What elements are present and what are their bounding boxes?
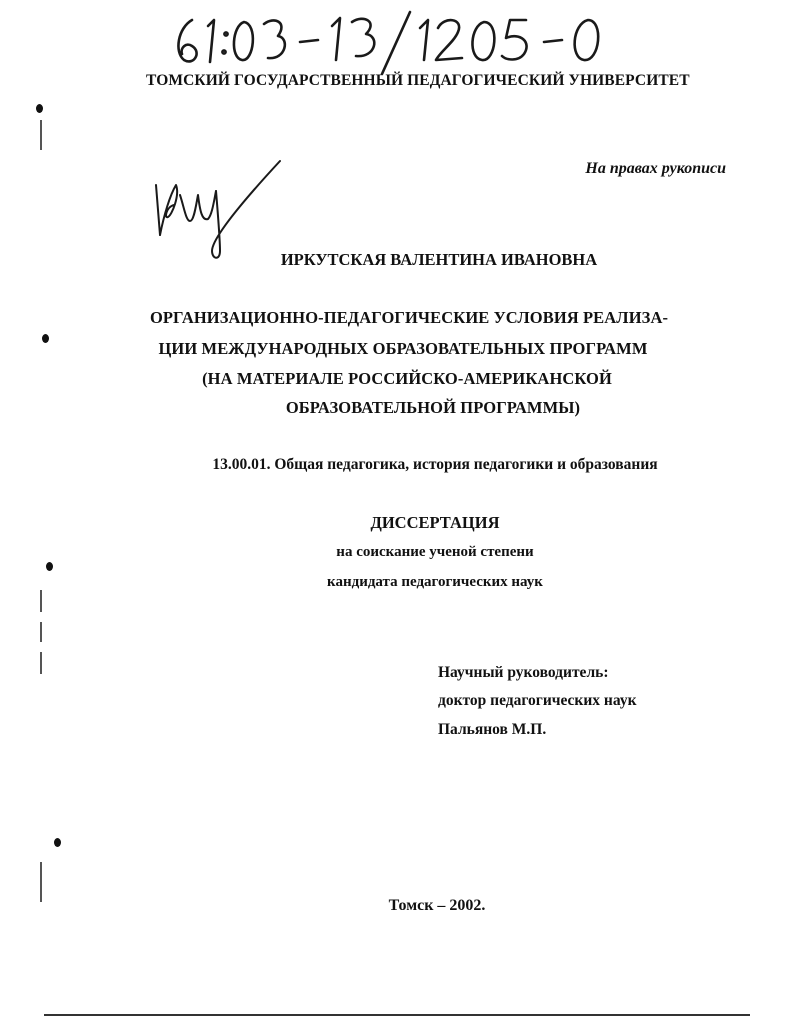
supervisor-name: Пальянов М.П. <box>438 721 547 738</box>
dissertation-title-line: ОБРАЗОВАТЕЛЬНОЙ ПРОГРАММЫ) <box>285 398 581 417</box>
scan-hole-mark <box>54 838 61 847</box>
degree-line: на соискание ученой степени <box>336 544 534 560</box>
scan-margin-tick <box>40 652 42 674</box>
rights-note: На правах рукописи <box>585 160 726 177</box>
scan-hole-mark <box>46 562 53 571</box>
university-name: ТОМСКИЙ ГОСУДАРСТВЕННЫЙ ПЕДАГОГИЧЕСКИЙ УНИВЕРСИТЕТ <box>146 72 690 89</box>
author-name: ИРКУТСКАЯ ВАЛЕНТИНА ИВАНОВНА <box>280 250 598 269</box>
scan-margin-tick <box>40 590 42 612</box>
scan-hole-mark <box>42 334 49 343</box>
supervisor-degree: доктор педагогических наук <box>438 692 637 709</box>
scan-margin-tick <box>40 862 42 902</box>
signature <box>150 155 290 265</box>
document-type: ДИССЕРТАЦИЯ <box>370 513 500 532</box>
specialty-code: 13.00.01. Общая педагогика, история педагогики и образования <box>212 456 658 473</box>
degree-line: кандидата педагогических наук <box>327 574 543 590</box>
supervisor-label: Научный руководитель: <box>438 664 609 681</box>
city-year: Томск – 2002. <box>388 897 486 914</box>
dissertation-title-line: (НА МАТЕРИАЛЕ РОССИЙСКО-АМЕРИКАНСКОЙ <box>202 369 612 388</box>
scan-margin-tick <box>40 622 42 642</box>
scan-hole-mark <box>36 104 43 113</box>
handwritten-archive-number <box>170 8 640 78</box>
scan-bottom-edge <box>44 1014 750 1016</box>
scan-margin-tick <box>40 120 42 150</box>
dissertation-title-line: ОРГАНИЗАЦИОННО-ПЕДАГОГИЧЕСКИЕ УСЛОВИЯ РЕАЛИЗА- <box>149 308 669 327</box>
dissertation-title-line: ЦИИ МЕЖДУНАРОДНЫХ ОБРАЗОВАТЕЛЬНЫХ ПРОГРАММ <box>158 339 648 358</box>
